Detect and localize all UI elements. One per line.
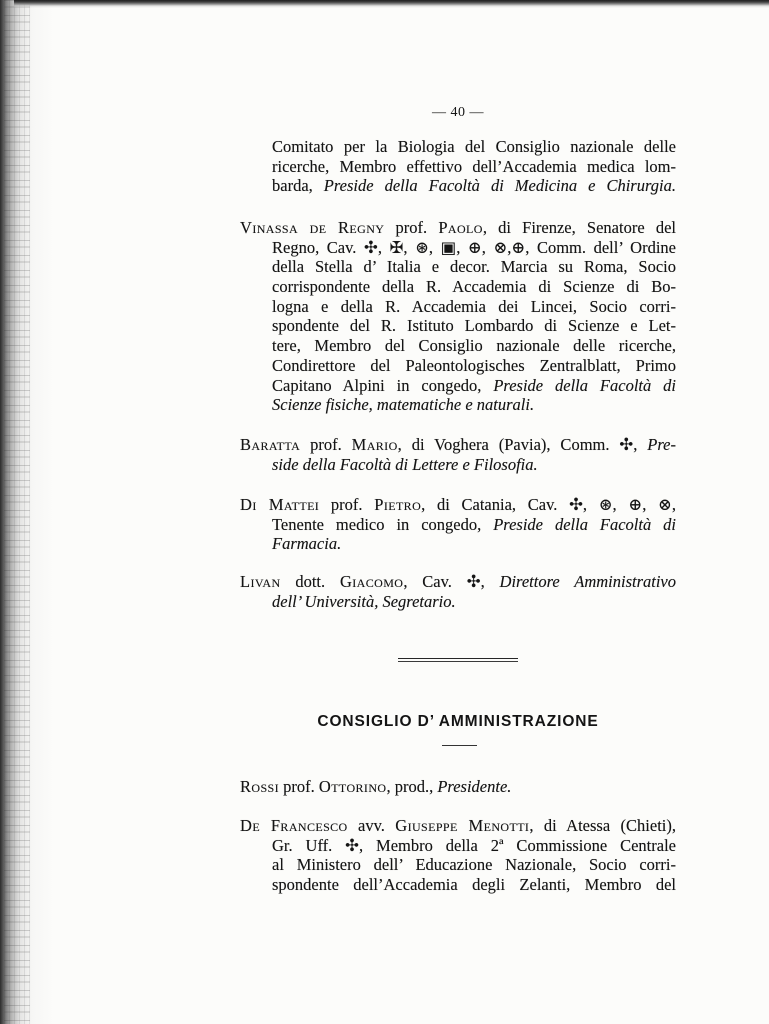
text-line [240, 316, 676, 336]
heading-underline [442, 745, 477, 746]
italic-title: Farmacia. [272, 534, 342, 554]
italic-title: dell’ Università, Segretario. [272, 591, 456, 611]
person-name: Mario [351, 435, 398, 454]
text-run: , Cav. ✣, [403, 572, 500, 591]
text-line [240, 137, 676, 157]
italic-title: Preside della Facoltà di Medicina e Chirurgia. [323, 176, 676, 196]
person-name: Giuseppe Menotti [395, 816, 530, 835]
person-name: Paolo [438, 218, 483, 237]
text-line [240, 238, 676, 258]
text-run: Regno, Cav. ✣, ✠, ⊛, ▣, ⊕, ⊗,⊕, Comm. dell’ Ordine [272, 237, 676, 257]
text-run: Capitano Alpini in congedo, [272, 375, 494, 395]
text-line [240, 395, 676, 415]
text-run: , di Voghera (Pavia), Comm. ✣, [397, 435, 648, 454]
section-heading: CONSIGLIO D’ AMMINISTRAZIONE [317, 713, 599, 730]
scan-edge-specks [4, 0, 30, 1024]
page-number: — 40 — [432, 105, 484, 120]
text-run: , di Catania, Cav. ✣, ⊛, ⊕, ⊗, [421, 495, 676, 514]
text-run: , prod., [386, 777, 438, 796]
entry-de-francesco [240, 816, 676, 895]
text-line [240, 336, 676, 356]
entry-livan [240, 572, 676, 611]
text-line [240, 376, 676, 396]
text-run: prof. [300, 435, 352, 454]
text-run: avv. [347, 816, 396, 835]
text-line [240, 816, 676, 836]
text-line [240, 855, 676, 875]
entry-continuation [240, 137, 676, 196]
text-run: , di Firenze, Senatore del [482, 218, 676, 237]
text-run: barda, [272, 176, 324, 196]
text-run: , di Atessa (Chieti), [529, 816, 676, 835]
text-line [240, 875, 676, 895]
entry-vinassa-de-regny [240, 218, 676, 415]
text-line [240, 572, 676, 592]
text-run: corrispondente della R. Accademia di Scienze di Bo- [272, 277, 676, 297]
separator-rule [398, 658, 518, 662]
scan-edge-top [14, 0, 769, 8]
text-line [240, 777, 676, 797]
text-line [240, 435, 676, 455]
text-line [240, 495, 676, 515]
person-name: Rossi [240, 777, 280, 796]
italic-title: Scienze fisiche, matematiche e naturali. [272, 395, 535, 415]
italic-title: Preside della Facoltà di [493, 375, 676, 395]
text-run: Comitato per la Biologia del Consiglio nazionale delle [272, 137, 676, 156]
text-run: spondente dell’Accademia degli Zelanti, Membro del [272, 875, 676, 895]
text-line [240, 534, 676, 554]
text-line [240, 356, 676, 376]
person-name: Vinassa de Regny [240, 218, 385, 237]
person-name: Baratta [240, 435, 301, 454]
entry-baratta [240, 435, 676, 474]
text-run: tere, Membro del Consiglio nazionale delle ricerche, [272, 336, 676, 356]
italic-title: side della Facoltà di Lettere e Filosofia. [272, 454, 538, 474]
text-line [240, 455, 676, 475]
italic-title: Preside della Facoltà di [493, 514, 677, 534]
person-name: De Francesco [240, 816, 348, 835]
text-line [240, 297, 676, 317]
text-run: prof. [384, 218, 439, 237]
entry-rossi [240, 777, 676, 797]
italic-title: Pre- [647, 435, 676, 454]
text-run: della Stella d’ Italia e decor. Marcia su Roma, Socio [272, 257, 676, 277]
text-run: Gr. Uff. ✣, Membro della 2ª Commissione Centrale [272, 835, 676, 855]
text-run: spondente del R. Istituto Lombardo di Scienze e Let- [272, 316, 676, 336]
entry-di-mattei [240, 495, 676, 554]
text-run: ricerche, Membro effettivo dell’Accademia medica lom- [272, 156, 676, 176]
text-run: Tenente medico in congedo, [272, 514, 494, 534]
text-line [240, 836, 676, 856]
text-line [240, 218, 676, 238]
person-name: Giacomo [339, 572, 404, 591]
text-run: Condirettore del Paleontologisches Zentralblatt, Primo [272, 355, 676, 375]
text-run: al Ministero dell’ Educazione Nazionale, Socio corri- [272, 855, 676, 875]
italic-title: Direttore Amministrativo [499, 572, 676, 591]
text-run: prof. [279, 777, 319, 796]
text-run: prof. [319, 495, 375, 514]
person-name: Di Mattei [240, 495, 320, 514]
person-name: Pietro [374, 495, 422, 514]
person-name: Ottorino [318, 777, 387, 796]
text-line [240, 257, 676, 277]
text-line [240, 277, 676, 297]
person-name: Livan [240, 572, 281, 591]
text-line [240, 515, 676, 535]
text-line [240, 592, 676, 612]
text-run: dott. [280, 572, 340, 591]
text-run: logna e della R. Accademia dei Lincei, Socio corri- [272, 296, 676, 316]
text-line [240, 157, 676, 177]
italic-title: Presidente. [437, 777, 512, 796]
text-line [240, 176, 676, 196]
